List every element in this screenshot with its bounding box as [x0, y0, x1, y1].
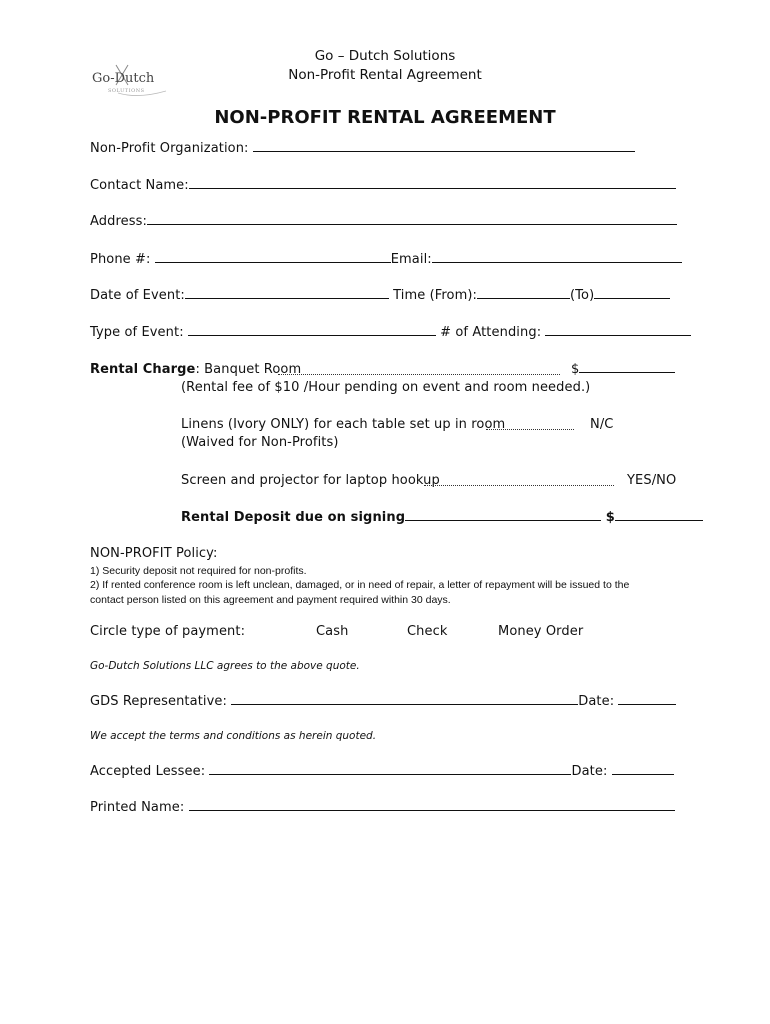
payment-money-order[interactable]: Money Order [498, 624, 584, 639]
date-event-label: Date of Event: [90, 288, 185, 303]
quote-note: Go-Dutch Solutions LLC agrees to the above quote. [90, 660, 360, 672]
printed-name-row [90, 800, 675, 815]
policy-item-1: 1) Security deposit not required for non-profits. [90, 565, 307, 577]
address-row [90, 214, 677, 229]
org-field[interactable] [253, 150, 635, 152]
linens-value: N/C [590, 417, 614, 432]
company-name: Go – Dutch Solutions [314, 48, 456, 64]
waived-note: (Waived for Non-Profits) [181, 435, 339, 450]
banquet-row [90, 362, 301, 377]
rental-charge-label: Rental Charge [90, 362, 196, 377]
banquet-price-label: $ [571, 362, 580, 377]
attending-label: # of Attending: [440, 325, 542, 340]
banquet-label: : Banquet Room [195, 362, 302, 377]
event-type-label: Type of Event: [90, 325, 184, 340]
banquet-price-row [571, 362, 675, 377]
printed-name-field[interactable] [189, 809, 675, 811]
attending-field[interactable] [545, 334, 691, 336]
lessee-signature-field[interactable] [209, 773, 571, 775]
lessee-label: Accepted Lessee: [90, 764, 206, 779]
phone-email-row [90, 252, 682, 267]
accept-note: We accept the terms and conditions as herein quoted. [90, 730, 377, 742]
gds-signature-field[interactable] [231, 703, 578, 705]
phone-field[interactable] [155, 261, 391, 263]
screen-label: Screen and projector for laptop hookup [181, 473, 440, 488]
payment-check[interactable]: Check [407, 624, 448, 639]
screen-leader [424, 485, 614, 486]
logo-subtext: SOLUTIONS [108, 88, 145, 94]
gds-row [90, 694, 676, 709]
payment-label: Circle type of payment: [90, 624, 246, 639]
time-from-label: Time (From): [393, 288, 478, 303]
email-field[interactable] [432, 261, 682, 263]
gds-date-field[interactable] [618, 703, 676, 705]
deposit-price-label: $ [605, 510, 615, 525]
deposit-leader [405, 519, 601, 521]
deposit-row [181, 510, 703, 525]
printed-name-label: Printed Name: [90, 800, 185, 815]
org-row [90, 141, 635, 156]
banquet-price-field[interactable] [579, 371, 675, 373]
address-field[interactable] [147, 223, 677, 225]
page-title: NON-PROFIT RENTAL AGREEMENT [214, 107, 556, 128]
date-event-field[interactable] [185, 297, 389, 299]
email-label: Email: [390, 252, 432, 267]
address-label: Address: [90, 214, 147, 229]
contact-row [90, 178, 676, 193]
time-to-label: (To) [570, 288, 595, 303]
policy-item-2a: 2) If rented conference room is left unclean, damaged, or in need of repair, a letter of repayment will be issued to the [90, 579, 630, 591]
gds-date-label: Date: [578, 694, 615, 709]
deposit-label: Rental Deposit due on signing [181, 510, 406, 525]
lessee-date-label: Date: [571, 764, 608, 779]
lessee-row [90, 764, 674, 779]
time-from-field[interactable] [477, 297, 570, 299]
payment-cash[interactable]: Cash [316, 624, 349, 639]
contact-field[interactable] [189, 187, 676, 189]
event-type-row [90, 325, 691, 340]
deposit-price-field[interactable] [615, 519, 703, 521]
date-time-row [90, 288, 670, 303]
document-subtitle: Non-Profit Rental Agreement [288, 67, 482, 83]
policy-item-2b: contact person listed on this agreement and payment required within 30 days. [90, 594, 451, 606]
screen-value: YES/NO [627, 473, 677, 488]
policy-heading: NON-PROFIT Policy: [90, 546, 218, 561]
time-to-field[interactable] [594, 297, 670, 299]
linens-leader [486, 429, 574, 430]
logo-text: Go-Dutch [92, 71, 155, 86]
event-type-field[interactable] [188, 334, 436, 336]
contact-label: Contact Name: [90, 178, 189, 193]
fee-note: (Rental fee of $10 /Hour pending on event and room needed.) [181, 380, 591, 395]
lessee-date-field[interactable] [612, 773, 674, 775]
org-label: Non-Profit Organization: [90, 141, 249, 156]
linens-label: Linens (Ivory ONLY) for each table set up in room [181, 417, 506, 432]
gds-label: GDS Representative: [90, 694, 227, 709]
banquet-leader [278, 374, 560, 375]
phone-label: Phone #: [90, 252, 151, 267]
